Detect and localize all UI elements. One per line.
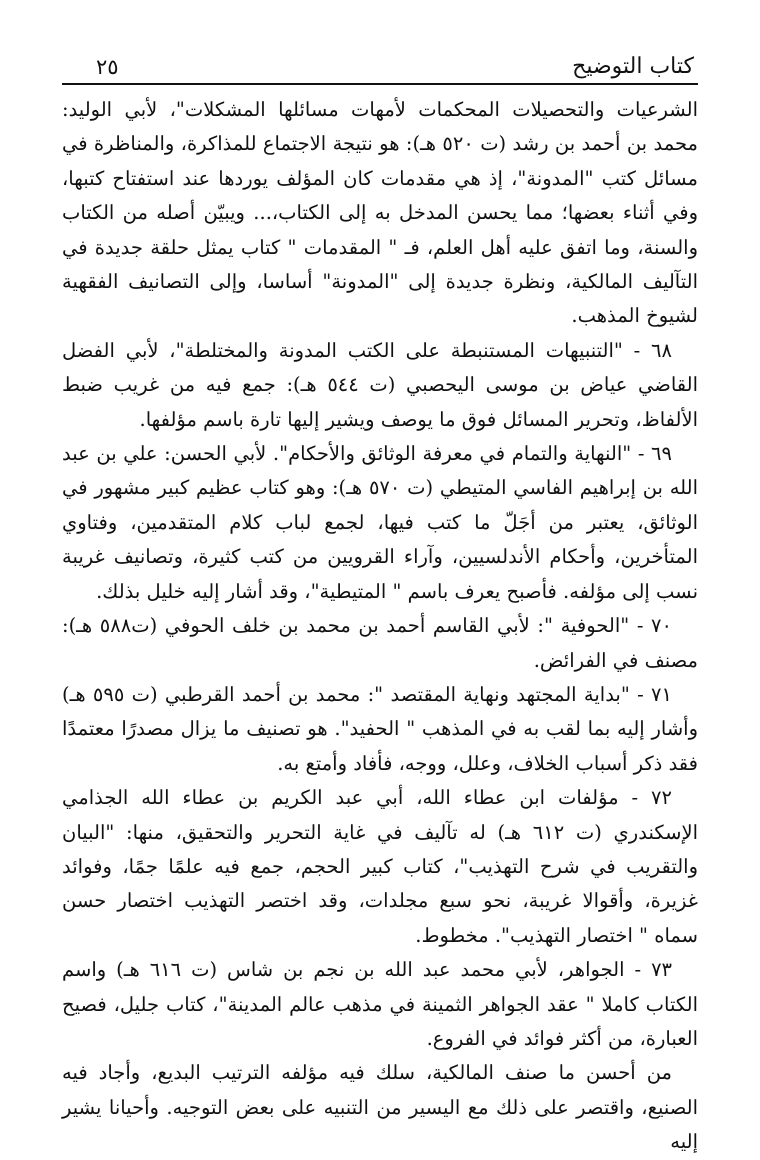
- running-title: كتاب التوضيح: [572, 54, 694, 79]
- paragraph-entry-71: ٧١ - "بداية المجتهد ونهاية المقتصد ": محمد بن أحمد القرطبي (ت ٥٩٥ هـ) وأشار إليه بما لقب به في المذهب " الحفيد". هو تصنيف ما يزال مصدرًا معتمدًا فقد ذكر أسباب الخلاف، وعلل، ووجه، فأفاد وأمتع به.: [62, 682, 698, 775]
- page-number: ٢٥: [96, 55, 119, 79]
- paragraph-entry-70: ٧٠ - "الحوفية ": لأبي القاسم أحمد بن محمد بن خلف الحوفي (ت٥٨٨ هـ): مصنف في الفرائض.: [62, 614, 698, 672]
- paragraph-intro-continuation: الشرعيات والتحصيلات المحكمات لأمهات مسائلها المشكلات"، لأبي الوليد: محمد بن أحمد بن رشد (ت ٥٢٠ هـ): هو نتيجة الاجتماع للمذاكرة، والمناظرة في مسائل كتب "المدونة"، إذ هي مقدمات كان المؤلف يوردها عند استفتاح كتبها، وفي أثناء بعضها؛ مما يحسن المدخل به إلى الكتاب،... ويبيّن أصله من الكتاب والسنة، وما اتفق عليه أهل العلم، فـ " المقدمات " كتاب يمثل حلقة جديدة في التآليف المالكية، ونظرة جديدة إلى "المدونة" أساسا، وإلى التصانيف الفقهية لشيوخ المذهب.: [62, 98, 699, 328]
- body-text: [62, 93, 698, 1160]
- paragraph-entry-73: ٧٣ - الجواهر، لأبي محمد عبد الله بن نجم بن شاس (ت ٦١٦ هـ) واسم الكتاب كاملا " عقد الجواهر الثمينة في مذهب عالم المدينة"، كتاب جليل، فصيح العبارة، من أكثر فوائد في الفروع.: [62, 958, 698, 1050]
- paragraph-entry-73-continuation: من أحسن ما صنف المالكية، سلك فيه مؤلفه الترتيب البديع، وأجاد فيه الصنيع، واقتصر على ذلك مع اليسير من التنبيه على بعض التوجيه. وأحيانا يشير إليه: [62, 1061, 698, 1154]
- paragraph-entry-68: ٦٨ - "التنبيهات المستنبطة على الكتب المدونة والمختلطة"، لأبي الفضل القاضي عياض بن موسى اليحصبي (ت ٥٤٤ هـ): جمع فيه من غريب ضبط الألفاظ، وتحرير المسائل فوق ما يوصف ويشير إليها تارة باسم مؤلفها.: [62, 338, 698, 431]
- page-header: [62, 44, 698, 85]
- paragraph-entry-69: ٦٩ - "النهاية والتمام في معرفة الوثائق والأحكام". لأبي الحسن: علي بن عبد الله بن إبراهيم الفاسي المتيطي (ت ٥٧٠ هـ): وهو كتاب عظيم كبير مشهور في الوثائق، يعتبر من أجَلّ ما كتب فيها، لجمع لباب كلام المتقدمين، وفتاوي المتأخرين، وأحكام الأندلسيين، وآراء القرويين من كتب كثيرة، وتصانيف غريبة نسب إلى مؤلفه. فأصبح يعرف باسم " المتيطية"، وقد أشار إليه خليل بذلك.: [62, 442, 698, 603]
- paragraph-entry-72: ٧٢ - مؤلفات ابن عطاء الله، أبي عبد الكريم بن عطاء الله الجذامي الإسكندري (ت ٦١٢ هـ) له تآليف في غاية التحرير والتحقيق، منها: "البيان والتقريب في شرح التهذيب"، كتاب كبير الحجم، جمع فيه علمًا جمًا، وفوائد غزيرة، وأقوالا غريبة، نحو سبع مجلدات، وقد اختصر التهذيب اختصار حسن سماه " اختصار التهذيب". مخطوط.: [62, 786, 698, 947]
